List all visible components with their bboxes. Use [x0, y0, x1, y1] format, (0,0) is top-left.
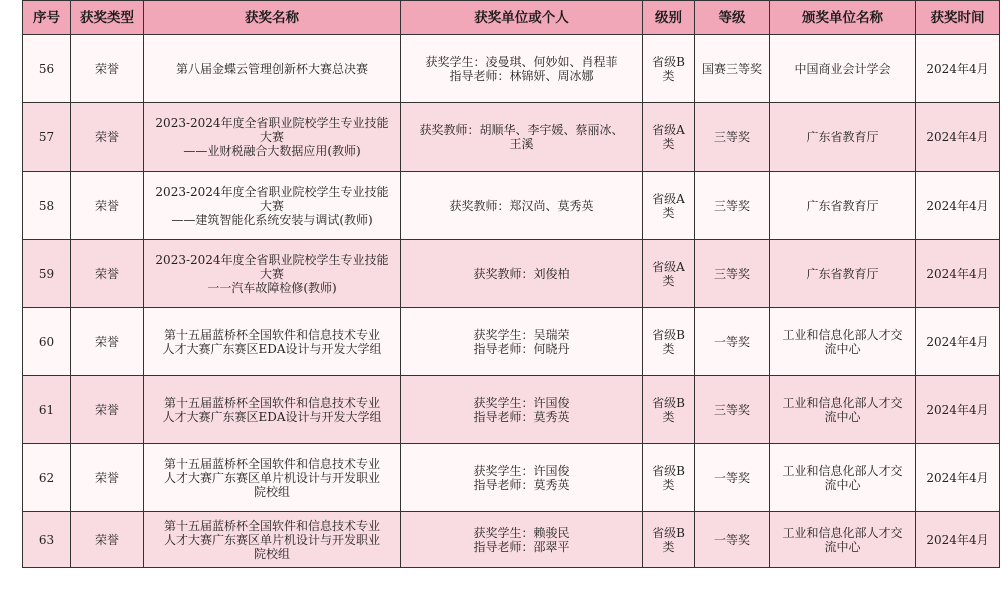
cell-name-line: 第十五届蓝桥杯全国软件和信息技术专业: [163, 327, 380, 342]
table-body: [23, 35, 1000, 568]
cell-type: 荣誉: [71, 444, 144, 512]
cell-issuer: [770, 35, 916, 103]
cell-name: [144, 103, 401, 172]
header-winner: 获奖单位或个人: [401, 1, 643, 35]
cell-no: 63: [23, 512, 71, 568]
table-row: [23, 512, 1000, 568]
cell-grade: 一等奖: [695, 308, 770, 376]
cell-grade: 三等奖: [695, 376, 770, 444]
cell-name: [144, 512, 401, 568]
cell-date: 2024年4月: [916, 240, 1000, 308]
cell-level-line: 省级B: [652, 395, 685, 410]
cell-level-line: 省级B: [652, 54, 685, 69]
cell-winner: [401, 308, 643, 376]
cell-name-line: 大赛: [259, 198, 284, 213]
cell-no: 62: [23, 444, 71, 512]
cell-level-line: 类: [662, 539, 675, 554]
cell-name: [144, 172, 401, 240]
cell-name-line: 第十五届蓝桥杯全国软件和信息技术专业: [163, 518, 380, 533]
cell-date: 2024年4月: [916, 35, 1000, 103]
cell-issuer-line: 中国商业会计学会: [794, 61, 891, 76]
cell-no: 59: [23, 240, 71, 308]
table-row: [23, 308, 1000, 376]
cell-winner-line: 获奖学生：吴瑞荣: [473, 327, 570, 342]
cell-winner: [401, 376, 643, 444]
header-name: 获奖名称: [144, 1, 401, 35]
cell-level: [643, 308, 695, 376]
cell-winner: [401, 240, 643, 308]
cell-winner-line: 获奖教师：刘俊柏: [473, 266, 570, 281]
cell-level-line: 省级B: [652, 327, 685, 342]
cell-winner-line: 指导老师：林锦妍、周冰娜: [449, 68, 594, 83]
cell-level-line: 省级A: [652, 123, 685, 137]
cell-date: 2024年4月: [916, 308, 1000, 376]
cell-name: [144, 444, 401, 512]
cell-winner: [401, 35, 643, 103]
cell-name-line: 第十五届蓝桥杯全国软件和信息技术专业: [163, 395, 380, 410]
cell-no: 61: [23, 376, 71, 444]
cell-issuer-line: 流中心: [824, 409, 861, 424]
cell-grade: 三等奖: [695, 172, 770, 240]
cell-name: [144, 308, 401, 376]
cell-winner-line: 指导老师：邵翠平: [473, 539, 570, 554]
cell-type: 荣誉: [71, 35, 144, 103]
table-row: [23, 35, 1000, 103]
cell-issuer: [770, 512, 916, 568]
header-type: 获奖类型: [71, 1, 144, 35]
cell-level-line: 省级B: [652, 463, 685, 478]
cell-name-line: 第十五届蓝桥杯全国软件和信息技术专业: [163, 456, 380, 471]
cell-winner: [401, 512, 643, 568]
cell-name-line: 人才大赛广东赛区EDA设计与开发大学组: [162, 409, 382, 424]
cell-level-line: 类: [662, 341, 675, 356]
table-row: [23, 444, 1000, 512]
cell-level-line: 省级A: [652, 191, 685, 206]
cell-level: [643, 444, 695, 512]
cell-level: [643, 512, 695, 568]
cell-name-line: 2023-2024年度全省职业院校学生专业技能: [155, 184, 389, 199]
cell-winner-line: 指导老师：莫秀英: [473, 409, 570, 424]
cell-grade: 三等奖: [695, 240, 770, 308]
header-grade: 等级: [695, 1, 770, 35]
cell-winner-line: 获奖教师：郑汉尚、莫秀英: [449, 198, 594, 213]
cell-issuer: [770, 376, 916, 444]
cell-issuer-line: 流中心: [824, 477, 861, 492]
cell-name-line: 人才大赛广东赛区单片机设计与开发职业: [163, 532, 380, 547]
cell-issuer-line: 工业和信息化部人才交: [782, 327, 903, 342]
cell-issuer-line: 广东省教育厅: [806, 266, 879, 281]
cell-level: [643, 172, 695, 240]
cell-issuer-line: 广东省教育厅: [806, 198, 879, 213]
table-row: [23, 172, 1000, 240]
cell-level-line: 类: [662, 409, 675, 424]
cell-level-line: 类: [662, 273, 675, 288]
cell-date: 2024年4月: [916, 444, 1000, 512]
cell-issuer-line: 流中心: [824, 539, 861, 554]
cell-issuer: [770, 308, 916, 376]
cell-name-line: 人才大赛广东赛区单片机设计与开发职业: [163, 470, 380, 485]
cell-winner: [401, 172, 643, 240]
cell-winner-line: 获奖学生：凌曼琪、何妙如、肖程菲: [425, 54, 618, 69]
cell-name-line: ——建筑智能化系统安装与调试(教师): [171, 212, 373, 227]
cell-level: [643, 103, 695, 172]
cell-issuer-line: 流中心: [824, 341, 861, 356]
cell-level-line: 类: [662, 477, 675, 492]
cell-name-line: 院校组: [253, 484, 290, 499]
cell-name-line: 一一汽车故障检修(教师): [207, 280, 337, 295]
cell-type: 荣誉: [71, 512, 144, 568]
cell-grade: 一等奖: [695, 512, 770, 568]
cell-type: 荣誉: [71, 172, 144, 240]
cell-issuer: [770, 172, 916, 240]
cell-issuer: [770, 240, 916, 308]
cell-grade: 国赛三等奖: [695, 35, 770, 103]
cell-issuer-line: 工业和信息化部人才交: [782, 463, 903, 478]
cell-grade: 三等奖: [695, 103, 770, 172]
cell-type: 荣誉: [71, 376, 144, 444]
cell-no: 57: [23, 103, 71, 172]
table-row: [23, 240, 1000, 308]
cell-level-line: 类: [662, 205, 675, 220]
cell-name-line: 2023-2024年度全省职业院校学生专业技能: [155, 116, 389, 130]
table-row: [23, 103, 1000, 172]
cell-winner-line: 获奖教师：胡顺华、李宇媛、蔡丽冰、: [419, 123, 624, 137]
cell-name: [144, 376, 401, 444]
cell-date: 2024年4月: [916, 172, 1000, 240]
header-level: 级别: [643, 1, 695, 35]
cell-issuer-line: 工业和信息化部人才交: [782, 395, 903, 410]
cell-level: [643, 240, 695, 308]
cell-issuer: [770, 103, 916, 172]
cell-date: 2024年4月: [916, 512, 1000, 568]
cell-winner-line: 获奖学生：许国俊: [473, 463, 570, 478]
header-no: 序号: [23, 1, 71, 35]
cell-name-line: 2023-2024年度全省职业院校学生专业技能: [155, 252, 389, 267]
cell-name: [144, 240, 401, 308]
cell-level-line: 类: [662, 137, 675, 151]
cell-type: 荣誉: [71, 103, 144, 172]
cell-winner-line: 获奖学生：许国俊: [473, 395, 570, 410]
cell-type: 荣誉: [71, 308, 144, 376]
cell-name-line: 人才大赛广东赛区EDA设计与开发大学组: [162, 341, 382, 356]
cell-level: [643, 376, 695, 444]
cell-name: [144, 35, 401, 103]
cell-level: [643, 35, 695, 103]
cell-no: 58: [23, 172, 71, 240]
awards-table: [22, 0, 1000, 568]
header-issuer: 颁奖单位名称: [770, 1, 916, 35]
cell-level-line: 省级B: [652, 525, 685, 540]
cell-winner: [401, 444, 643, 512]
cell-name-line: 院校组: [253, 546, 290, 561]
cell-level-line: 省级A: [652, 259, 685, 274]
cell-name-line: 大赛: [259, 130, 284, 144]
cell-no: 56: [23, 35, 71, 103]
header-date: 获奖时间: [916, 1, 1000, 35]
cell-winner-line: 获奖学生：赖骏民: [473, 525, 570, 540]
cell-issuer-line: 工业和信息化部人才交: [782, 525, 903, 540]
cell-name-line: 第八届金蝶云管理创新杯大赛总决赛: [175, 61, 368, 76]
cell-winner-line: 王溪: [509, 137, 534, 151]
cell-no: 60: [23, 308, 71, 376]
cell-issuer-line: 广东省教育厅: [806, 130, 879, 144]
cell-type: 荣誉: [71, 240, 144, 308]
cell-grade: 一等奖: [695, 444, 770, 512]
cell-date: 2024年4月: [916, 376, 1000, 444]
table-header-row: [23, 1, 1000, 35]
cell-level-line: 类: [662, 68, 675, 83]
cell-date: 2024年4月: [916, 103, 1000, 172]
table-row: [23, 376, 1000, 444]
cell-winner: [401, 103, 643, 172]
cell-issuer: [770, 444, 916, 512]
cell-winner-line: 指导老师：莫秀英: [473, 477, 570, 492]
cell-name-line: ——业财税融合大数据应用(教师): [183, 144, 361, 158]
cell-name-line: 大赛: [259, 266, 284, 281]
cell-winner-line: 指导老师：何晓丹: [473, 341, 570, 356]
